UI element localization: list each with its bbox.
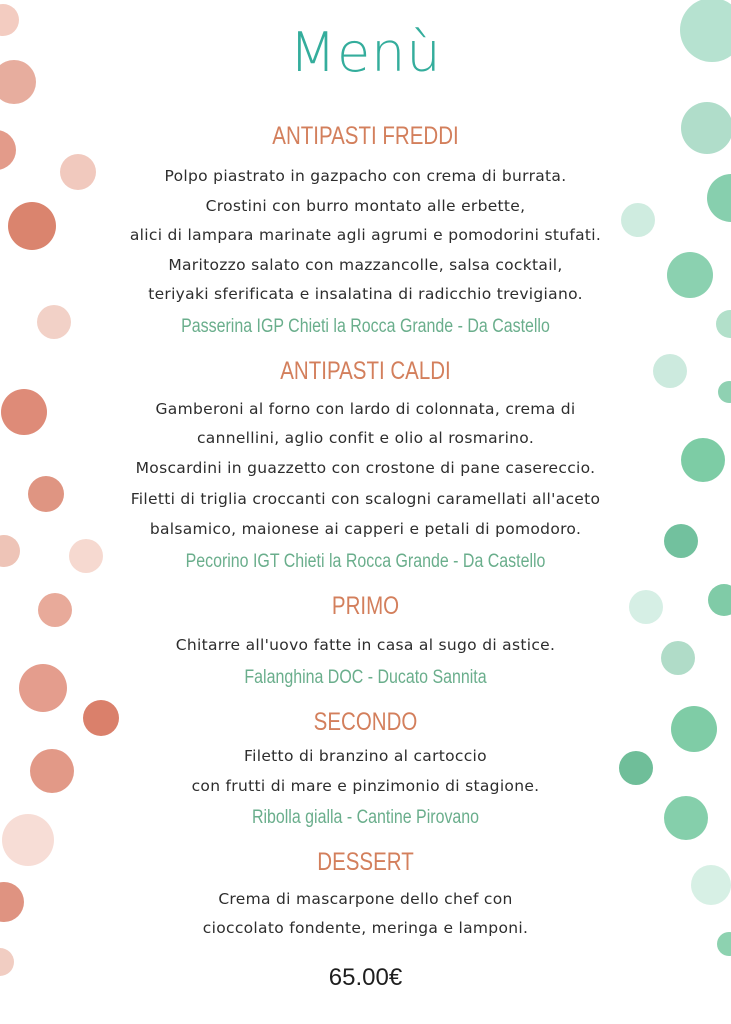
dish-line: con frutti di mare e pinzimonio di stagione. [191,777,540,795]
section-heading: PRIMO [331,592,400,620]
dish-line: Chitarre all'uovo fatte in casa al sugo di astice. [175,636,556,654]
wine-pairing: Pecorino IGT Chieti la Rocca Grande - Da Castello [185,551,546,572]
section-heading: DESSERT [317,848,414,876]
menu-price: 65.00€ [328,964,403,991]
section-heading: SECONDO [313,708,418,736]
dish-line: Maritozzo salato con mazzancolle, salsa cocktail, [168,256,563,274]
dish-line: teriyaki sferificata e insalatina di radicchio trevigiano. [148,285,583,303]
menu-title: Menù [289,21,442,84]
dish-line: Gamberoni al forno con lardo di colonnata, crema di [155,400,576,418]
wine-pairing: Passerina IGP Chieti la Rocca Grande - Da Castello [181,316,550,337]
wine-pairing: Falanghina DOC - Ducato Sannita [244,667,487,688]
dish-line: Polpo piastrato in gazpacho con crema di burrata. [164,167,567,185]
dish-line: Filetto di branzino al cartoccio [244,747,487,765]
dish-line: balsamico, maionese ai capperi e petali di pomodoro. [149,520,582,538]
dish-line: Moscardini in guazzetto con crostone di pane casereccio. [135,459,596,477]
dish-line: Crema di mascarpone dello chef con [218,890,513,908]
section-heading: ANTIPASTI FREDDI [272,122,459,150]
wine-pairing: Ribolla gialla - Cantine Pirovano [251,807,480,828]
dish-line: cannellini, aglio confit e olio al rosmarino. [196,429,535,447]
dish-line: cioccolato fondente, meringa e lamponi. [202,919,529,937]
dish-line: Crostini con burro montato alle erbette, [205,197,526,215]
dish-line: alici di lampara marinate agli agrumi e pomodorini stufati. [129,226,602,244]
section-heading: ANTIPASTI CALDI [280,357,451,385]
dish-line: Filetti di triglia croccanti con scalogni caramellati all'aceto [130,490,601,508]
